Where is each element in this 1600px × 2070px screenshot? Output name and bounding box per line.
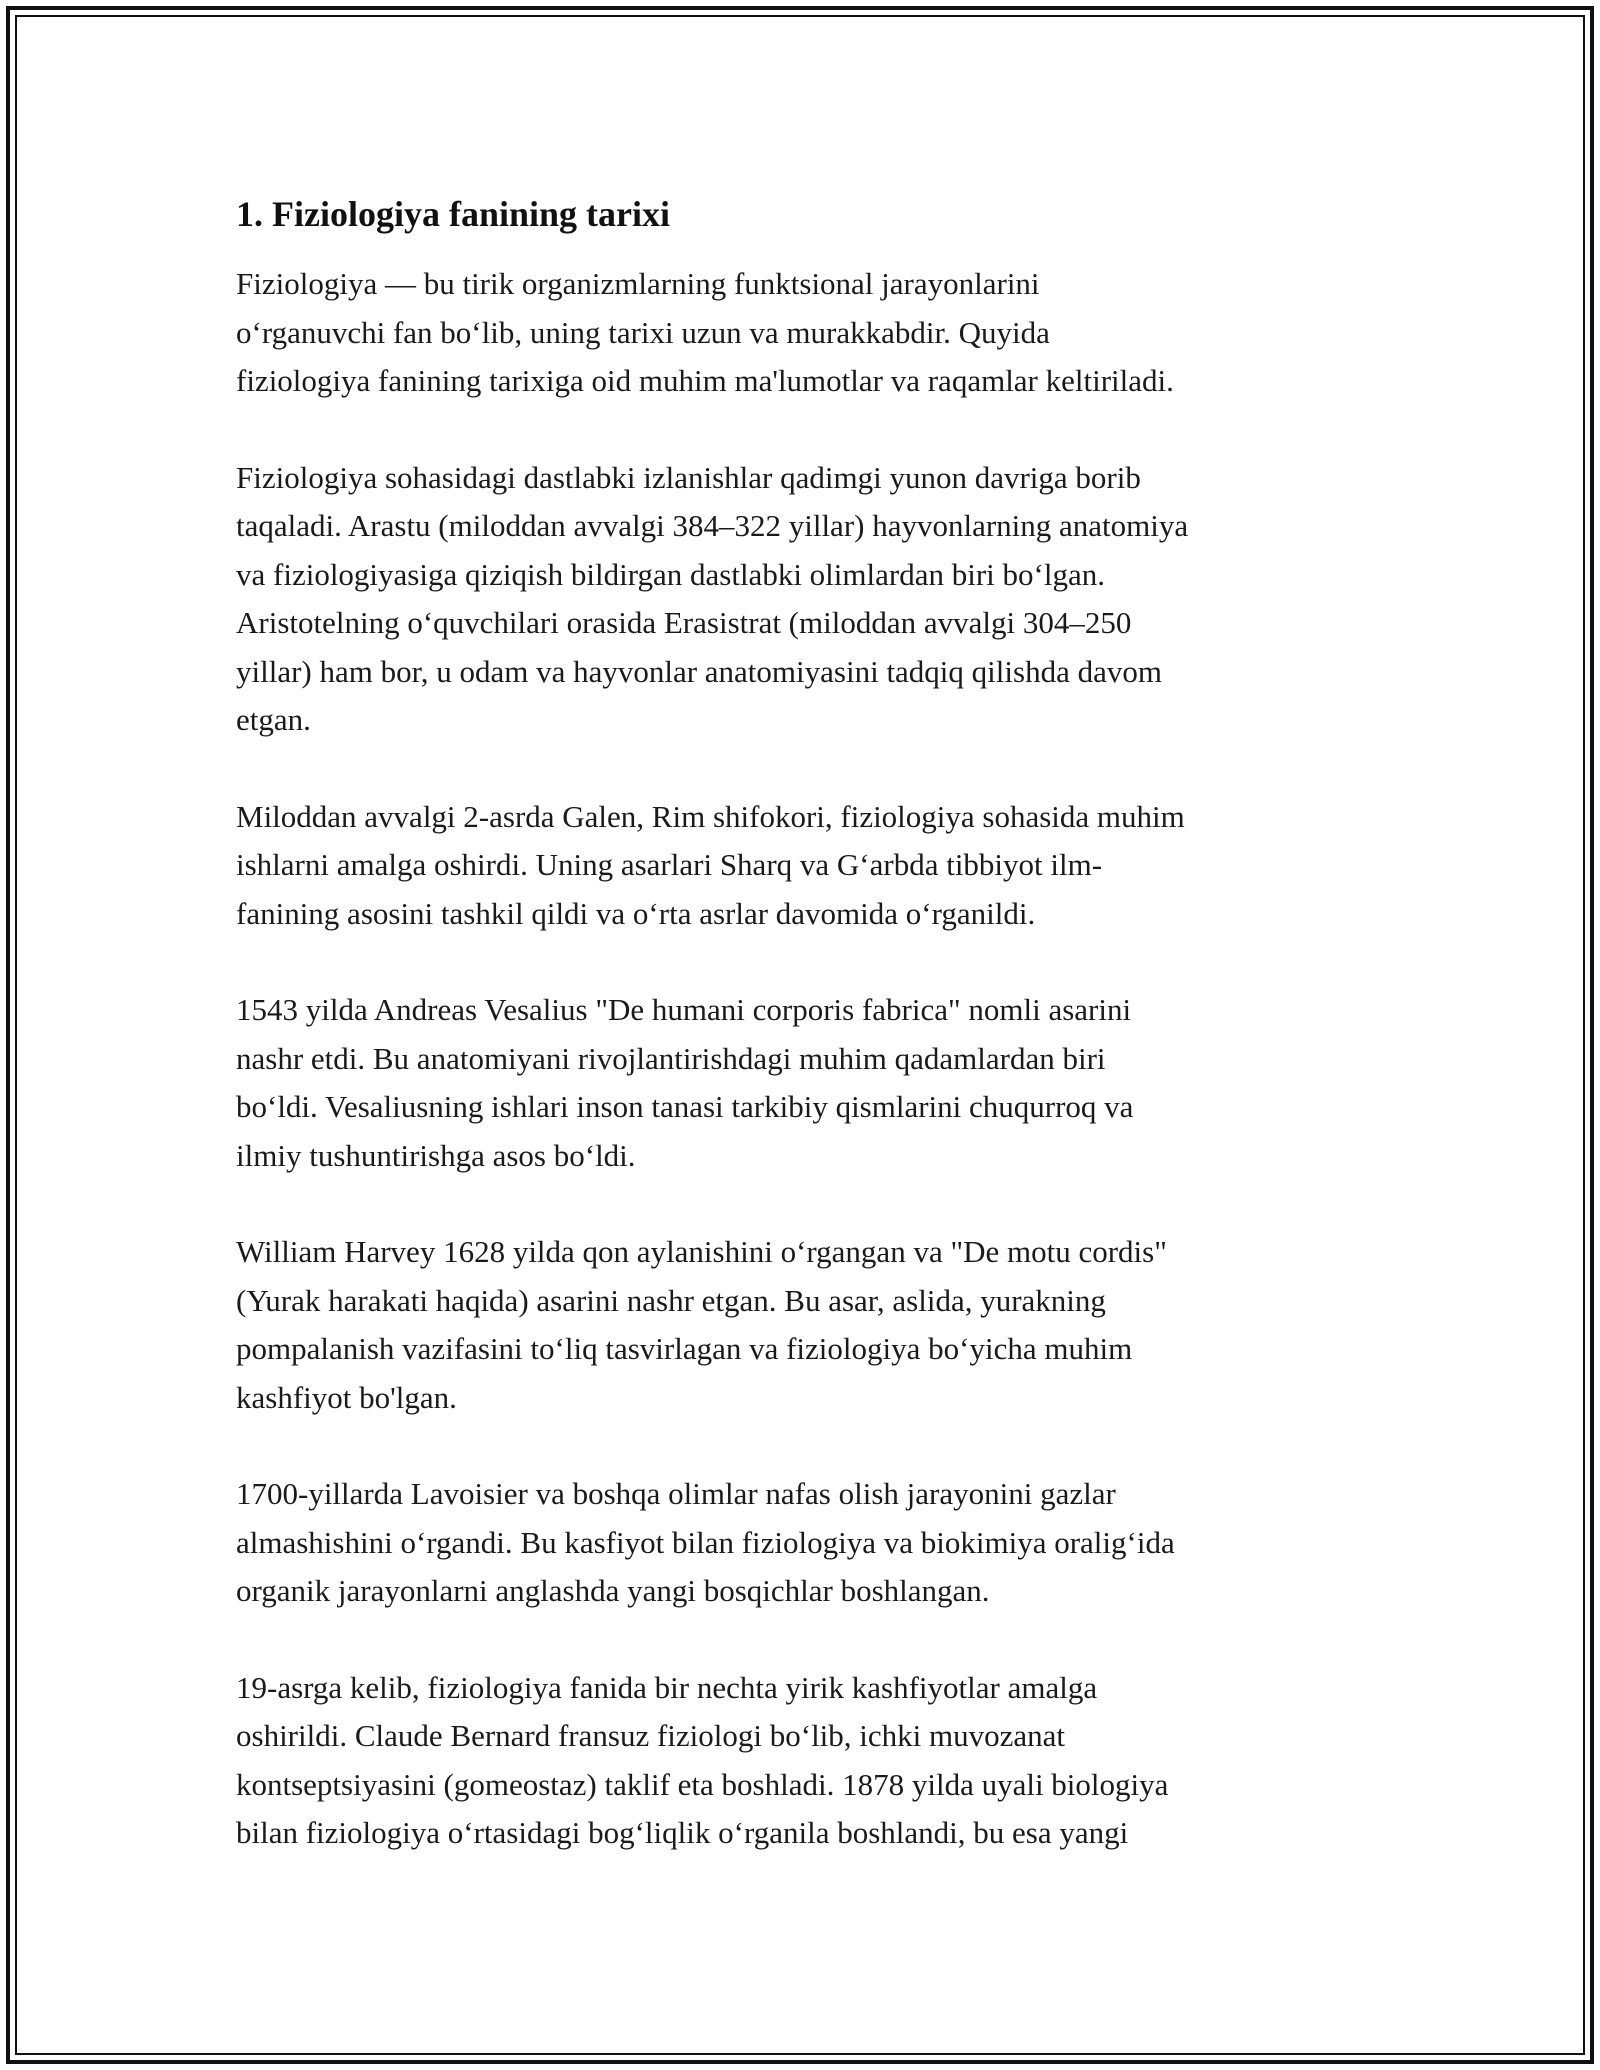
text-line: Aristotelning o‘quvchilari orasida Erasistrat (miloddan avvalgi 304–250 [236,605,1132,640]
text-line: ishlarni amalga oshirdi. Uning asarlari Sharq va G‘arbda tibbiyot ilm- [236,847,1103,882]
text-line: 1700-yillarda Lavoisier va boshqa olimlar nafas olish jarayonini gazlar [236,1476,1116,1511]
text-line: bilan fiziologiya o‘rtasidagi bog‘liqlik o‘rganila boshlandi, bu esa yangi [236,1815,1129,1850]
section-heading: 1. Fiziologiya fanining tarixi [236,194,671,234]
text-line: o‘rganuvchi fan bo‘lib, uning tarixi uzun va murakkabdir. Quyida [236,314,1050,350]
paragraph-19th-century [236,1664,1376,1858]
text-line: oshirildi. Claude Bernard fransuz fiziologi bo‘lib, ichki muvozanat [236,1718,1066,1753]
text-line: yillar) ham bor, u odam va hayvonlar anatomiyasini tadqiq qilishda davom [236,653,1162,689]
text-line: 1543 yilda Andreas Vesalius "De humani corporis fabrica" nomli asarini [236,992,1132,1027]
text-line: Fiziologiya sohasidagi dastlabki izlanishlar qadimgi yunon davriga borib [236,459,1141,495]
text-line: (Yurak harakati haqida) asarini nashr etgan. Bu asar, aslida, yurakning [236,1282,1106,1318]
text-line: organik jarayonlarni anglashda yangi bosqichlar boshlangan. [236,1573,990,1608]
text-line: nashr etdi. Bu anatomiyani rivojlantirishdagi muhim qadamlardan biri [236,1040,1106,1076]
text-line: William Harvey 1628 yilda qon aylanishini o‘rgangan va "De motu cordis" [236,1234,1167,1269]
text-line: etgan. [236,702,311,737]
text-line: 19-asrga kelib, fiziologiya fanida bir nechta yirik kashfiyotlar amalga [236,1669,1098,1705]
text-line: kontseptsiyasini (gomeostaz) taklif eta boshladi. 1878 yilda uyali biologiya [236,1766,1169,1802]
text-line: kashfiyot bo'lgan. [236,1379,457,1415]
text-line: Fiziologiya — bu tirik organizmlarning funktsional jarayonlarini [236,266,1040,301]
paragraph-vesalius [236,986,1376,1180]
paragraph-harvey [236,1228,1376,1422]
paragraph-galen [236,793,1376,939]
text-line: Miloddan avvalgi 2-asrda Galen, Rim shifokori, fiziologiya sohasida muhim [236,798,1185,834]
paragraph-intro [236,260,1376,406]
text-line: pompalanish vazifasini to‘liq tasvirlagan va fiziologiya bo‘yicha muhim [236,1331,1133,1366]
text-line: almashishini o‘rgandi. Bu kasfiyot bilan fiziologiya va biokimiya oralig‘ida [236,1524,1175,1560]
text-line: va fiziologiyasiga qiziqish bildirgan dastlabki olimlardan biri bo‘lgan. [236,556,1105,592]
document-body [236,190,1376,1906]
text-line: fiziologiya fanining tarixiga oid muhim ma'lumotlar va raqamlar keltiriladi. [236,363,1174,398]
text-line: ilmiy tushuntirishga asos bo‘ldi. [236,1137,636,1173]
paragraph-ancient-greece [236,454,1376,745]
text-line: taqaladi. Arastu (miloddan avvalgi 384–322 yillar) hayvonlarning anatomiya [236,508,1189,543]
text-line: fanining asosini tashkil qildi va o‘rta asrlar davomida o‘rganildi. [236,895,1036,931]
text-line: bo‘ldi. Vesaliusning ishlari inson tanasi tarkibiy qismlarini chuqurroq va [236,1089,1134,1124]
paragraph-lavoisier [236,1470,1376,1616]
